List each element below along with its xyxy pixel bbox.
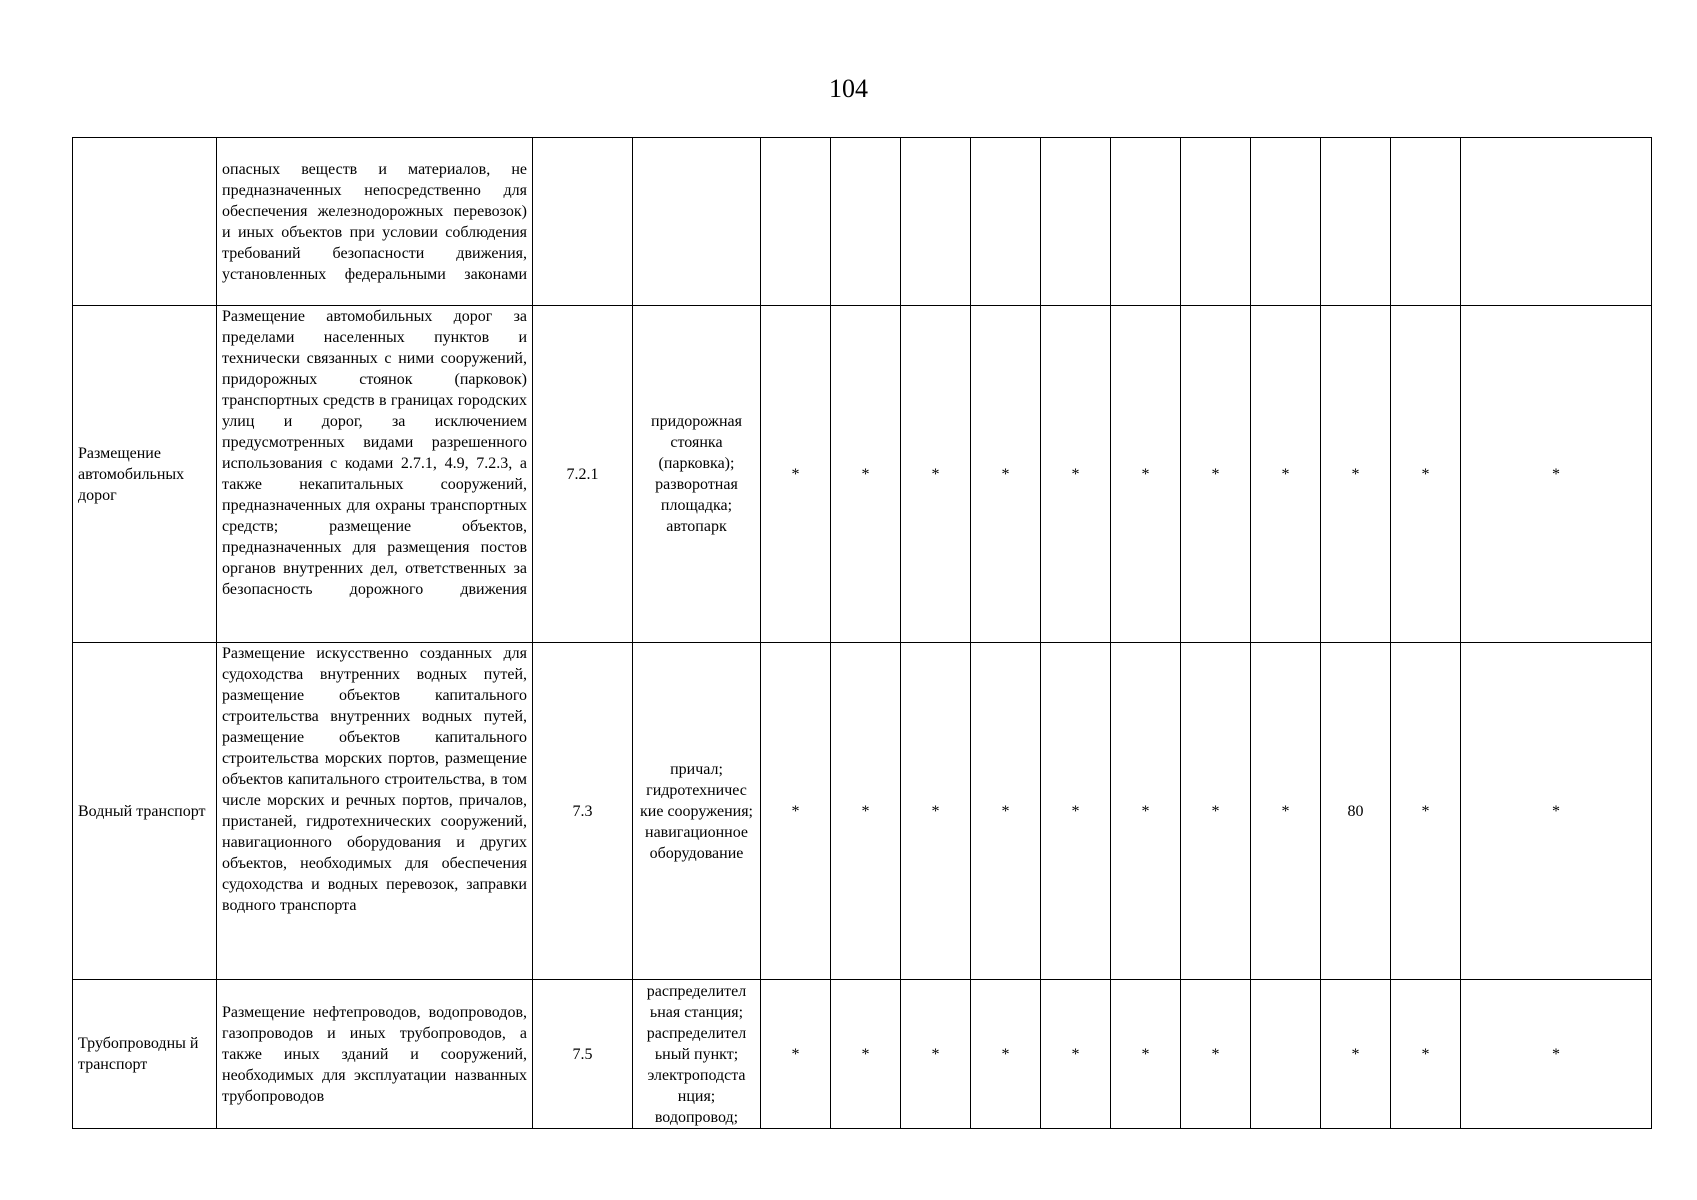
- value-cell: *: [1181, 306, 1251, 643]
- value-cell: *: [1041, 643, 1111, 980]
- value-cell: *: [1391, 980, 1461, 1129]
- value-cell: [1041, 138, 1111, 306]
- land-use-name-cell: Водный транспорт: [73, 643, 217, 980]
- code-cell: 7.2.1: [533, 306, 633, 643]
- value-cell: *: [1041, 980, 1111, 1129]
- value-cell: *: [1321, 306, 1391, 643]
- value-cell: [831, 138, 901, 306]
- value-cell: *: [1111, 306, 1181, 643]
- value-cell: *: [1321, 980, 1391, 1129]
- value-cell: *: [1391, 306, 1461, 643]
- value-cell: [1461, 138, 1652, 306]
- land-use-name-cell: [73, 138, 217, 306]
- value-cell: *: [901, 980, 971, 1129]
- value-cell: *: [761, 643, 831, 980]
- code-cell: 7.5: [533, 980, 633, 1129]
- description-cell: Размещение искусственно созданных для судоходства внутренних водных путей, размещение объектов капитального строительства внутренних водных путей, размещение объектов капитального строительства морских портов, размещение объектов капитального строительства, в том числе морских и речных портов, причалов, пристаней, гидротехнических сооружений, навигационного оборудования и других объектов, необходимых для обеспечения судоходства и водных перевозок, заправки водного транспорта: [217, 643, 533, 980]
- value-cell: *: [761, 980, 831, 1129]
- objects-cell: придорожная стоянка (парковка); разворотная площадка; автопарк: [633, 306, 761, 643]
- value-cell: *: [901, 643, 971, 980]
- value-cell: [901, 138, 971, 306]
- table-row: [73, 980, 1652, 1129]
- value-cell: *: [1461, 306, 1652, 643]
- value-cell: *: [971, 980, 1041, 1129]
- value-cell: *: [761, 306, 831, 643]
- value-cell: [971, 138, 1041, 306]
- table-row: [73, 138, 1652, 306]
- value-cell: [1321, 138, 1391, 306]
- table-row: [73, 306, 1652, 643]
- description-cell: Размещение нефтепроводов, водопроводов, газопроводов и иных трубопроводов, а также иных зданий и сооружений, необходимых для эксплуатации названных трубопроводов: [217, 980, 533, 1129]
- value-cell: [1111, 138, 1181, 306]
- table-row: [73, 643, 1652, 980]
- value-cell: *: [1251, 306, 1321, 643]
- land-use-name-cell: Трубопроводны й транспорт: [73, 980, 217, 1129]
- value-cell: *: [1461, 643, 1652, 980]
- value-cell: *: [1181, 980, 1251, 1129]
- description-cell: Размещение автомобильных дорог за пределами населенных пунктов и технически связанных с ними сооружений, придорожных стоянок (парковок) транспортных средств в границах городских улиц и дорог, за исключением предусмотренных видами разрешенного использования с кодами 2.7.1, 4.9, 7.2.3, а также некапитальных сооружений, предназначенных для охраны транспортных средств; размещение объектов, предназначенных для размещения постов органов внутренних дел, ответственных за безопасность дорожного движения: [217, 306, 533, 643]
- value-cell: *: [831, 306, 901, 643]
- value-cell: *: [1111, 643, 1181, 980]
- land-use-name-cell: Размещение автомобильных дорог: [73, 306, 217, 643]
- value-cell: [1251, 138, 1321, 306]
- value-cell: *: [1111, 980, 1181, 1129]
- code-cell: [533, 138, 633, 306]
- objects-cell: причал; гидротехничес кие сооружения; навигационное оборудование: [633, 643, 761, 980]
- value-cell: 80: [1321, 643, 1391, 980]
- value-cell: *: [1041, 306, 1111, 643]
- value-cell: [761, 138, 831, 306]
- value-cell: *: [831, 643, 901, 980]
- description-cell: опасных веществ и материалов, не предназначенных непосредственно для обеспечения железнодорожных перевозок) и иных объектов при условии соблюдения требований безопасности движения, установленных федеральными законами: [217, 138, 533, 306]
- objects-cell: [633, 138, 761, 306]
- value-cell: *: [1461, 980, 1652, 1129]
- code-cell: 7.3: [533, 643, 633, 980]
- land-use-table: [72, 137, 1652, 1129]
- value-cell: [1181, 138, 1251, 306]
- value-cell: [1251, 980, 1321, 1129]
- value-cell: *: [971, 643, 1041, 980]
- value-cell: *: [1181, 643, 1251, 980]
- table-body: [73, 138, 1652, 1129]
- objects-cell: распределител ьная станция; распределител ьный пункт; электроподста нция; водопровод;: [633, 980, 761, 1129]
- value-cell: *: [1391, 643, 1461, 980]
- value-cell: *: [901, 306, 971, 643]
- value-cell: *: [1251, 643, 1321, 980]
- page-number: 104: [829, 74, 868, 103]
- value-cell: [1391, 138, 1461, 306]
- value-cell: *: [831, 980, 901, 1129]
- value-cell: *: [971, 306, 1041, 643]
